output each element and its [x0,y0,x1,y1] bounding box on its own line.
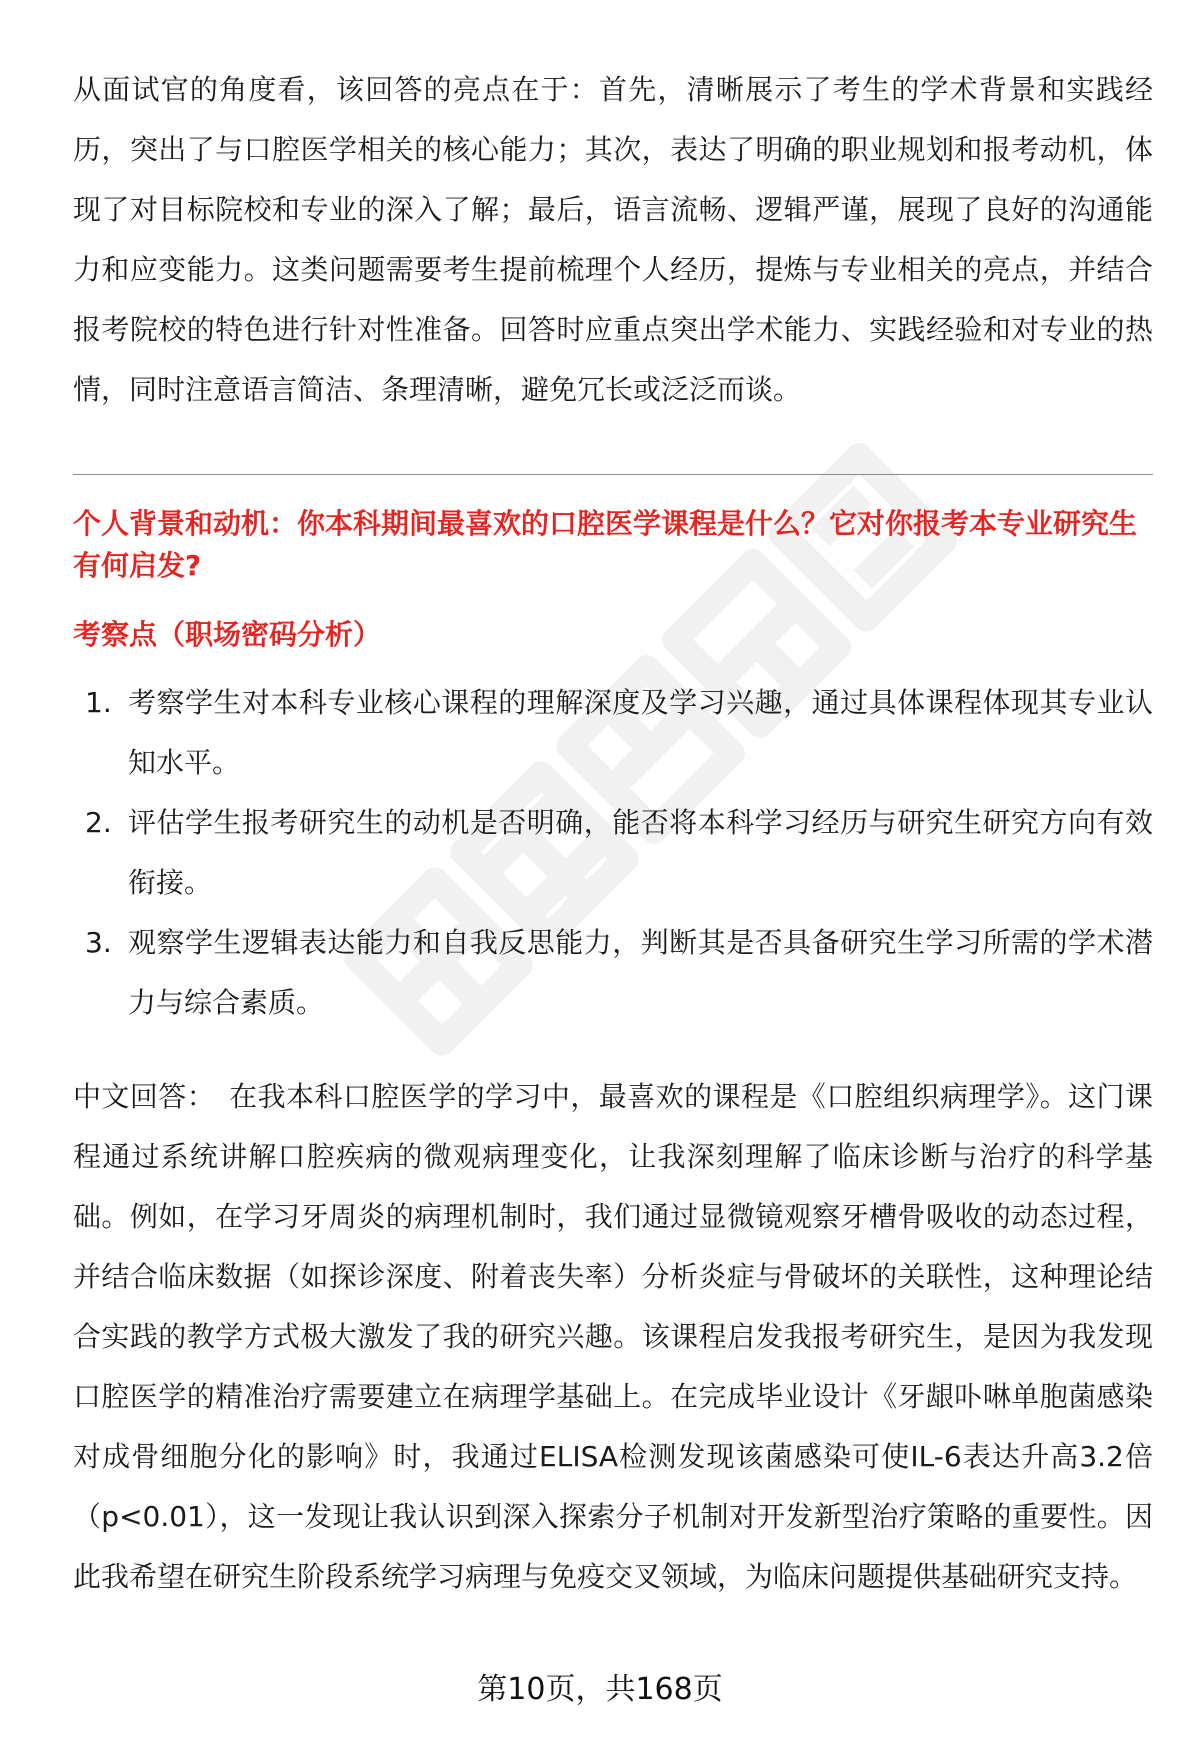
list-item [73,913,1153,1033]
list-item-number: 1. [85,686,112,719]
list-item-number: 2. [85,806,112,839]
document-page [73,60,1153,1607]
list-item-number: 3. [85,926,112,959]
answer-paragraph [73,1067,1153,1607]
list-item [73,793,1153,913]
focus-heading: 考察点（职场密码分析） [73,618,382,651]
list-item-text: 观察学生逻辑表达能力和自我反思能力，判断其是否具备研究生学习所需的学术潜力与综合素质。 [128,926,1153,1019]
list-item-text: 评估学生报考研究生的动机是否明确，能否将本科学习经历与研究生研究方向有效衔接。 [128,806,1153,899]
page-footer: 第10页，共168页 [477,1672,723,1707]
answer-label: 中文回答： [73,1080,216,1113]
answer-text: 在我本科口腔医学的学习中，最喜欢的课程是《口腔组织病理学》。这门课程通过系统讲解口腔疾病的微观病理变化，让我深刻理解了临床诊断与治疗的科学基础。例如，在学习牙周炎的病理机制时，我们通过显微镜观察牙槽骨吸收的动态过程，并结合临床数据（如探诊深度、附着丧失率）分析炎症与骨破坏的关联性，这种理论结合实践的教学方式极大激发了我的研究兴趣。该课程启发我报考研究生，是因为我发现口腔医学的精准治疗需要建立在病理学基础上。在完成毕业设计《牙龈卟啉单胞菌感染对成骨细胞分化的影响》时，我通过ELISA检测发现该菌感染可使IL-6表达升高3.2倍（p<0.01），这一发现让我认识到深入探索分子机制对开发新型治疗策略的重要性。因此我希望在研究生阶段系统学习病理与免疫交叉领域，为临床问题提供基础研究支持。 [73,1080,1153,1593]
list-item-text: 考察学生对本科专业核心课程的理解深度及学习兴趣，通过具体课程体现其专业认知水平。 [128,686,1153,779]
intro-paragraph: 从面试官的角度看，该回答的亮点在于：首先，清晰展示了考生的学术背景和实践经历，突出了与口腔医学相关的核心能力；其次，表达了明确的职业规划和报考动机，体现了对目标院校和专业的深入了解；最后，语言流畅、逻辑严谨，展现了良好的沟通能力和应变能力。这类问题需要考生提前梳理个人经历，提炼与专业相关的亮点，并结合报考院校的特色进行针对性准备。回答时应重点突出学术能力、实践经验和对专业的热情，同时注意语言简洁、条理清晰，避免冗长或泛泛而谈。 [73,73,1153,406]
focus-points-list [73,673,1153,1033]
list-item [73,673,1153,793]
section-divider [73,474,1153,475]
question-title: 个人背景和动机：你本科期间最喜欢的口腔医学课程是什么？它对你报考本专业研究生有何启发? [73,507,1138,582]
